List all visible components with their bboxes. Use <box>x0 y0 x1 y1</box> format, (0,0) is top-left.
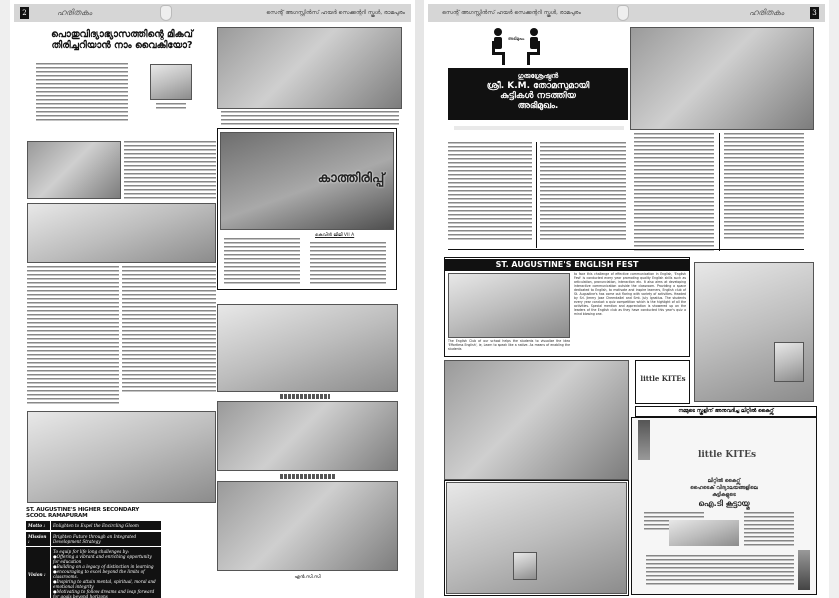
vision-item: ● encouraging to excel beyond the limits of classrooms. <box>53 569 159 579</box>
mission-row <box>26 532 161 546</box>
poster-line: ലിറ്റിൽ കൈറ്റ്സ് <box>707 478 741 484</box>
school-line: സെന്റ് അഗസ്റ്റിൻസ് ഹയർ സെക്കന്ററി സ്കൂൾ, രാമപുരം <box>266 9 405 16</box>
page-header <box>14 4 411 22</box>
poster-decor <box>638 420 650 460</box>
artist-portrait <box>513 552 537 580</box>
photo-lab <box>27 141 121 199</box>
photo-band <box>217 481 398 571</box>
interview-label: അഭിമുഖം <box>507 36 525 41</box>
column-rule <box>719 133 720 251</box>
motto-value: Enlighten to Expel the Encircling Gloom <box>50 521 161 530</box>
school-crest-icon <box>160 5 172 21</box>
poster-line: കുട്ടികളുടെ <box>712 492 736 498</box>
vision-intro: To equip for life long challenges by: <box>53 549 130 554</box>
vision-item: ● Inspiring to attain mental, spiritual, moral and emotional integrity <box>53 579 159 589</box>
little-kites-banner-text: നമ്മുടെ സ്കൂളിന് അനുവദിച്ച ലിറ്റിൽ കൈറ്റ്സ് <box>678 408 774 414</box>
vision-value <box>50 547 161 598</box>
poem-text <box>310 242 386 286</box>
page-spine <box>415 0 424 598</box>
vision-item: ● Building on a legacy of distinction in learning <box>53 564 159 569</box>
column-rule <box>536 142 537 248</box>
interview-people-icon <box>488 27 544 65</box>
poster-line: ഹൈടെക് വിദ്യാലയങ്ങളിലെ <box>690 485 758 491</box>
school-crest-icon <box>617 5 629 21</box>
interview-text <box>634 133 714 251</box>
english-fest-body: to face this challenge of effective communication in English, 'English Fest' is conducted every year promoting quality English skills such as articulation, pronunciation, interaction etc. It also aims at developing interactive communication outside the classroom. Providing a space dedicated to English, to motivate and inspire learners, English club of St. Augustine's has come out flaring with variety of activities. Headed by Sri. Jimmy Jose Cheenkallel and Smt. July Ignatius. The students every year conduct a quiz competition which is the highlight of all the activities. Special mention and appreciation is showered up on the leaders of the English club as they have conducted this year's quiz a mind blowing one. <box>574 272 686 316</box>
page-3 <box>424 0 829 598</box>
vision-row <box>26 547 161 598</box>
poster-line: ഐ.ടി കൂട്ടായ്മ <box>698 499 750 508</box>
interview-text <box>540 142 626 242</box>
vision-label: Vision : <box>28 571 46 577</box>
page-header <box>428 4 825 22</box>
band-caption: എൻ.സി.സി <box>294 575 321 580</box>
masthead: ഹരിതകം <box>749 8 784 17</box>
interview-headline-line: ഗുരുശ്രേഷ്ഠൻ <box>517 72 559 80</box>
photo-playground <box>444 360 629 480</box>
page-number: 3 <box>810 7 819 19</box>
photo-computer-lab <box>27 203 216 263</box>
poster-text <box>646 555 794 587</box>
garden-caption <box>280 474 335 479</box>
school-line: സെന്റ് അഗസ്റ്റിൻസ് ഹയർ സെക്കന്ററി സ്കൂൾ, രാമപുരം <box>442 9 581 16</box>
poster-decor <box>798 550 810 590</box>
award-caption <box>221 111 399 125</box>
photo-english-fest <box>448 273 570 338</box>
photo-students-books <box>217 304 398 392</box>
school-title: ST. AUGUSTINE'S HIGHER SECONDARY SCOOL RAMAPURAM <box>26 507 140 519</box>
article-text <box>27 266 119 406</box>
poster-kite-logo: little KITEs <box>697 450 757 460</box>
interview-headline-line: ശ്രീ. K.M. തോമസുമായി <box>486 81 590 91</box>
little-kites-logo: little KITEs <box>640 374 686 383</box>
interview-text <box>448 142 532 242</box>
english-fest-caption: The English Club of our school helps the students to visualize the idea 'Effortless English', ie, Learn to speak like a native. As means of enabling the students <box>448 339 570 351</box>
author-caption <box>156 103 186 110</box>
page-headline: പൊതുവിദ്യാഭ്യാസത്തിന്റെ മികവ് തിരിച്ചറിയാൻ നാം വൈകിയോ? <box>51 29 193 51</box>
kathirippu-title: കാത്തിരിപ്പ് <box>317 171 385 186</box>
interview-headline-box <box>448 68 628 120</box>
photo-classroom <box>27 411 216 503</box>
author-photo <box>150 64 192 100</box>
english-fest-title: ST. AUGUSTINE'S ENGLISH FEST <box>445 259 689 271</box>
vision-item: ● Offering a vibrant and enriching opportunity for education <box>53 554 159 564</box>
photo-award <box>217 27 402 109</box>
interviewers-line <box>454 126 624 130</box>
article-text <box>122 266 216 394</box>
reading-caption <box>280 394 330 399</box>
mission-vision-table <box>26 507 161 598</box>
page-number: 2 <box>20 7 29 19</box>
student-portrait <box>774 342 804 382</box>
interview-text <box>724 133 804 239</box>
interview-headline-line: കുട്ടികൾ നടത്തിയ <box>500 91 576 101</box>
mission-label: Mission : <box>28 533 47 544</box>
interview-headline-line: അഭിമുഖം. <box>517 101 559 111</box>
section-rule <box>448 249 804 250</box>
poster-illustration <box>669 520 739 546</box>
motto-row <box>26 521 161 530</box>
article-text <box>36 63 128 123</box>
poster-text <box>744 512 794 548</box>
little-kites-banner <box>635 406 817 417</box>
page-2 <box>10 0 415 598</box>
vision-list <box>53 554 159 598</box>
poem-author: കെവിൻ ജിജി VII A <box>315 233 355 238</box>
photo-garden <box>217 401 398 471</box>
photo-interview <box>630 27 814 130</box>
mission-value: Brighten Future through an Integrated Development Strategy <box>50 532 161 546</box>
masthead: ഹരിതകം <box>57 8 92 17</box>
vision-item: ● Motivating to follow dreams and leap forward for goals beyond horizons <box>53 589 159 598</box>
article-text <box>124 141 216 199</box>
poem-text <box>224 238 300 286</box>
motto-label: Motto : <box>28 523 46 528</box>
